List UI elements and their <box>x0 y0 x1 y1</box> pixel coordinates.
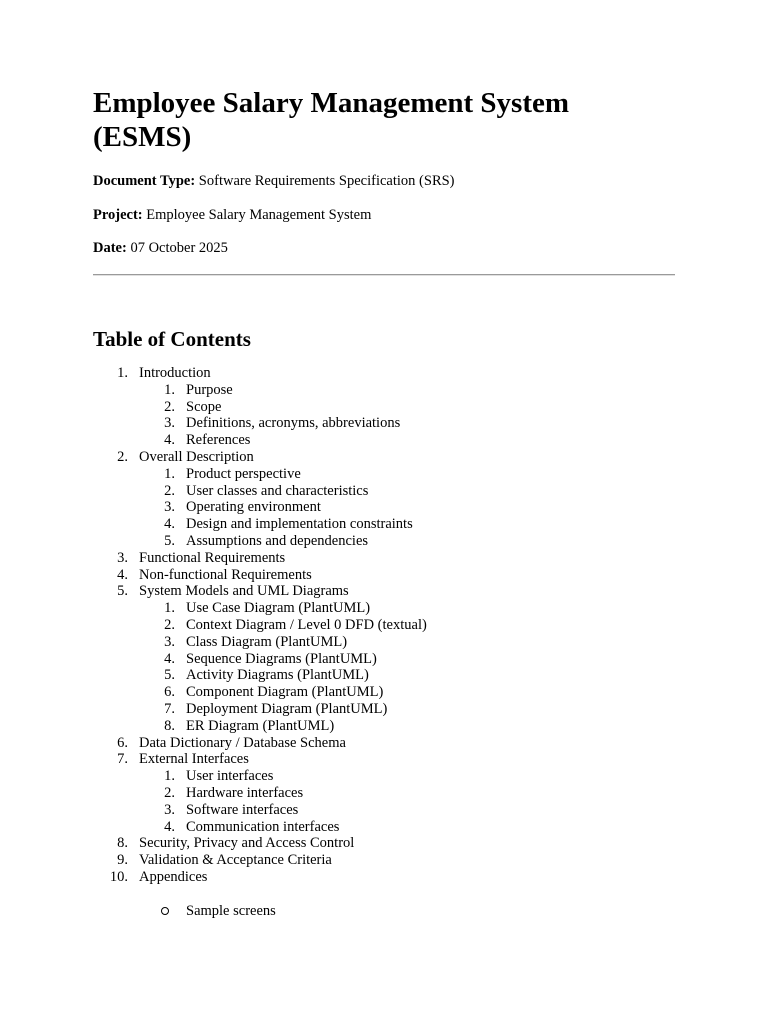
toc-entry-label: Functional Requirements <box>139 549 286 566</box>
toc-subentry-number: 1. <box>164 465 175 482</box>
toc-subentry-label: Use Case Diagram (PlantUML) <box>186 600 371 617</box>
toc-subentry-number: 1. <box>164 381 175 398</box>
toc-subentry[interactable] <box>93 533 675 550</box>
toc-subentry-number: 3. <box>164 415 175 432</box>
toc-entry-number: 8. <box>117 835 128 852</box>
toc-entry-label: Security, Privacy and Access Control <box>139 835 355 852</box>
project-label: Project: <box>93 207 143 223</box>
toc-entry-label: Overall Description <box>139 448 254 465</box>
toc-subentry[interactable] <box>93 718 675 735</box>
toc-subentry[interactable] <box>93 802 675 819</box>
toc-subentry-label: Communication interfaces <box>186 818 340 835</box>
title-line-2: (ESMS) <box>93 121 192 153</box>
title-line-1: Employee Salary Management System <box>93 87 570 119</box>
document-page <box>93 86 675 919</box>
toc-subentry-label: References <box>186 432 251 449</box>
toc-subentry-label: Assumptions and dependencies <box>186 532 369 549</box>
toc-subentry-number: 2. <box>164 616 175 633</box>
toc-entry[interactable] <box>93 735 675 752</box>
toc-subentry-label: Software interfaces <box>186 801 299 818</box>
toc-entry-label: System Models and UML Diagrams <box>139 583 349 600</box>
toc-subentry-label: Deployment Diagram (PlantUML) <box>186 700 388 717</box>
date-label: Date: <box>93 240 127 256</box>
toc-subentry[interactable] <box>93 432 675 449</box>
toc-subentry[interactable] <box>93 617 675 634</box>
toc-entry[interactable] <box>93 583 675 600</box>
toc-bullet-label: Sample screens <box>186 902 276 919</box>
toc-subentry-number: 1. <box>164 600 175 617</box>
toc-entry-label: Introduction <box>139 365 211 381</box>
toc-subentry-label: Class Diagram (PlantUML) <box>186 633 348 650</box>
toc-subentry-number: 5. <box>164 667 175 684</box>
toc-item <box>93 365 675 449</box>
toc-subentry-number: 2. <box>164 482 175 499</box>
toc-subentry-number: 4. <box>164 516 175 533</box>
toc-item <box>93 567 675 584</box>
horizontal-rule <box>93 274 675 276</box>
toc-sublist <box>93 768 675 835</box>
toc-subentry-label: User interfaces <box>186 768 274 785</box>
toc-entry[interactable] <box>93 567 675 584</box>
toc-entry-number: 4. <box>117 566 128 583</box>
toc-entry-number: 2. <box>117 448 128 465</box>
toc-sublist <box>93 382 675 449</box>
toc-subentry-label: Hardware interfaces <box>186 784 304 801</box>
toc-entry[interactable] <box>93 852 675 869</box>
toc-subentry-number: 4. <box>164 818 175 835</box>
toc-entry-label: Appendices <box>139 868 208 885</box>
toc-entry-number: 7. <box>117 751 128 768</box>
toc-item <box>93 735 675 752</box>
toc-subentry[interactable] <box>93 600 675 617</box>
toc-item <box>93 449 675 550</box>
toc-subentry-label: Operating environment <box>186 499 321 516</box>
toc-subentry[interactable] <box>93 415 675 432</box>
toc-subentry-number: 3. <box>164 499 175 516</box>
toc-entry-number: 9. <box>117 852 128 869</box>
toc-sublist <box>93 466 675 550</box>
toc-entry-label: Non-functional Requirements <box>139 566 312 583</box>
date-value: 07 October 2025 <box>130 240 228 256</box>
toc-subentry[interactable] <box>93 516 675 533</box>
document-type-line <box>93 172 675 190</box>
toc-subentry-label: Design and implementation constraints <box>186 516 413 533</box>
toc-entry[interactable] <box>93 835 675 852</box>
toc-entry[interactable] <box>93 449 675 466</box>
toc-heading: Table of Contents <box>93 327 251 351</box>
toc-subentry-label: Scope <box>186 398 222 415</box>
toc-subentry[interactable] <box>93 651 675 668</box>
toc-subentry[interactable] <box>93 499 675 516</box>
toc-item <box>93 550 675 567</box>
hollow-circle-bullet-icon <box>161 907 169 915</box>
date-line <box>93 239 675 257</box>
toc-subentry[interactable] <box>93 483 675 500</box>
toc-subentry[interactable] <box>93 701 675 718</box>
toc-entry-number: 3. <box>117 549 128 566</box>
toc-subentry-number: 4. <box>164 650 175 667</box>
toc-item <box>93 751 675 835</box>
toc-subentry-label: User classes and characteristics <box>186 482 369 499</box>
toc-subentry-number: 7. <box>164 700 175 717</box>
toc-subentry-label: Definitions, acronyms, abbreviations <box>186 415 401 432</box>
toc-sublist <box>93 600 675 734</box>
toc-subentry[interactable] <box>93 634 675 651</box>
toc-entry[interactable] <box>93 550 675 567</box>
toc-subentry[interactable] <box>93 466 675 483</box>
toc-entry-label: Data Dictionary / Database Schema <box>139 734 346 751</box>
toc-subentry-number: 2. <box>164 398 175 415</box>
toc-subentry-label: Sequence Diagrams (PlantUML) <box>186 650 377 667</box>
toc-entry[interactable] <box>93 751 675 768</box>
toc-list <box>93 365 675 919</box>
toc-item <box>93 869 675 919</box>
toc-bullet-item[interactable] <box>93 903 675 920</box>
toc-subentry[interactable] <box>93 382 675 399</box>
toc-subentry-number: 3. <box>164 633 175 650</box>
toc-subentry-label: Purpose <box>186 381 233 398</box>
toc-entry-number: 1. <box>117 365 128 381</box>
toc-subentry[interactable] <box>93 768 675 785</box>
project-value: Employee Salary Management System <box>146 207 372 223</box>
toc-item <box>93 583 675 734</box>
toc-entry-label: Validation & Acceptance Criteria <box>139 852 332 869</box>
toc-bullet-list <box>93 903 675 920</box>
toc-entry-number: 10. <box>109 868 128 885</box>
toc-subentry-number: 2. <box>164 784 175 801</box>
toc-subentry-label: Product perspective <box>186 465 301 482</box>
toc-entry-number: 6. <box>117 734 128 751</box>
document-type-label: Document Type: <box>93 173 196 189</box>
toc-subentry-number: 1. <box>164 768 175 785</box>
toc-item <box>93 835 675 852</box>
toc-subentry[interactable] <box>93 399 675 416</box>
toc-entry[interactable] <box>93 869 675 886</box>
toc-subentry[interactable] <box>93 785 675 802</box>
toc-item <box>93 852 675 869</box>
document-title <box>93 86 675 154</box>
toc-entry-label: External Interfaces <box>139 751 249 768</box>
toc-subentry-number: 5. <box>164 532 175 549</box>
document-type-value: Software Requirements Specification (SRS) <box>198 173 455 189</box>
toc-subentry[interactable] <box>93 819 675 836</box>
toc-subentry-label: Context Diagram / Level 0 DFD (textual) <box>186 616 427 633</box>
toc-subentry-label: Component Diagram (PlantUML) <box>186 684 384 701</box>
toc-subentry[interactable] <box>93 667 675 684</box>
toc-subentry-number: 4. <box>164 432 175 449</box>
project-line <box>93 206 675 224</box>
toc-subentry-label: Activity Diagrams (PlantUML) <box>186 667 369 684</box>
toc-subentry-number: 3. <box>164 801 175 818</box>
toc-subentry[interactable] <box>93 684 675 701</box>
toc-subentry-label: ER Diagram (PlantUML) <box>186 717 335 734</box>
toc-subentry-number: 8. <box>164 717 175 734</box>
toc-entry-number: 5. <box>117 583 128 600</box>
toc-entry[interactable] <box>93 365 675 382</box>
toc-subentry-number: 6. <box>164 684 175 701</box>
